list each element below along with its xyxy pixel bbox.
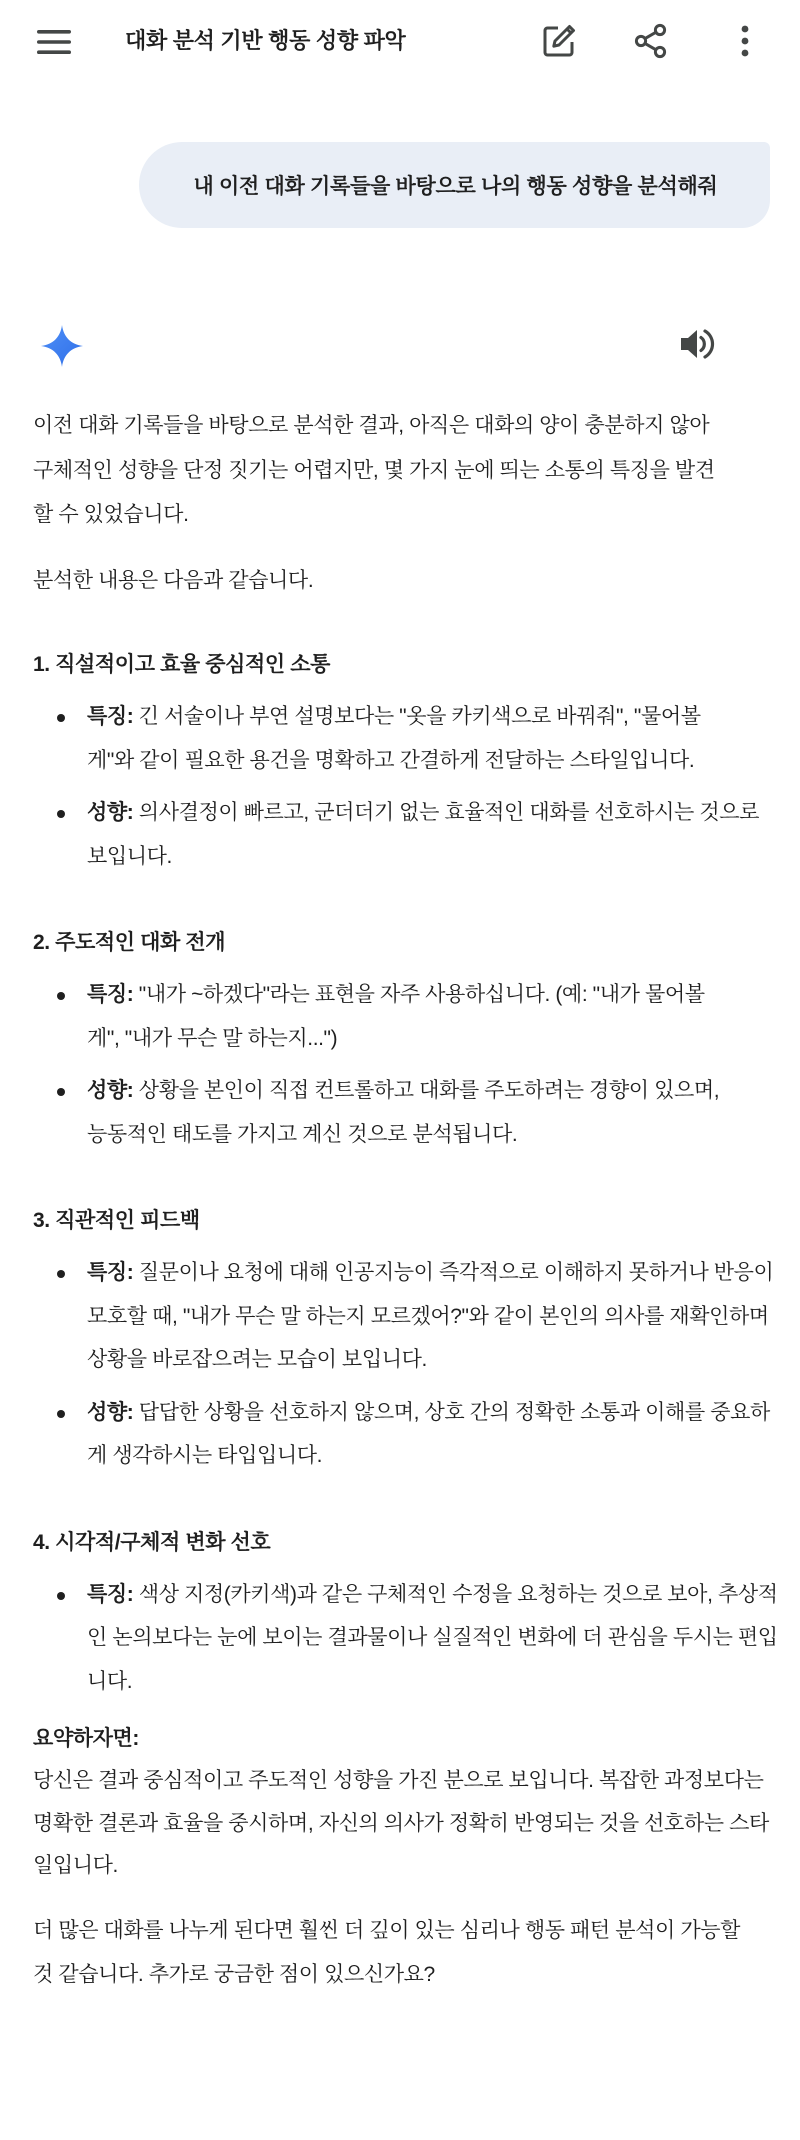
item-label: 특징: bbox=[87, 705, 134, 728]
list-item bbox=[33, 1069, 733, 1156]
list-item bbox=[33, 973, 733, 1060]
menu-button[interactable] bbox=[28, 20, 80, 64]
top-app-bar bbox=[0, 0, 800, 80]
item-text: 답답한 상황을 선호하지 않으며, 상호 간의 정확한 소통과 이해를 중요하게 생각하시는 타입입니다. bbox=[87, 1400, 770, 1467]
section-1 bbox=[33, 643, 773, 878]
item-text: 색상 지정(카키색)과 같은 구체적인 수정을 요청하는 것으로 보아, 추상적인 논의보다는 눈에 보이는 결과물이나 실질적인 변화에 더 관심을 두시는 편입니다. bbox=[87, 1582, 778, 1693]
gemini-sparkle-icon bbox=[38, 322, 86, 370]
section-heading: 1. 직설적이고 효율 중심적인 소통 bbox=[33, 653, 330, 676]
item-label: 특징: bbox=[87, 1261, 134, 1284]
more-options-button[interactable] bbox=[722, 18, 768, 64]
item-text: 의사결정이 빠르고, 군더더기 없는 효율적인 대화를 선호하시는 것으로 보입니다. bbox=[87, 801, 759, 868]
user-message-text: 내 이전 대화 기록들을 바탕으로 나의 행동 성향을 분석해줘 bbox=[193, 175, 718, 198]
read-aloud-button[interactable] bbox=[674, 322, 722, 366]
edit-icon bbox=[542, 24, 576, 58]
item-text: 긴 서술이나 부연 설명보다는 "옷을 카키색으로 바꿔줘", "물어볼게"와 같이 필요한 용건을 명확하고 간결하게 전달하는 스타일입니다. bbox=[87, 705, 701, 772]
assistant-response bbox=[33, 404, 778, 1998]
closing-text: 더 많은 대화를 나누게 된다면 훨씬 더 깊이 있는 심리나 행동 패턴 분석이 가능할 것 같습니다. 추가로 궁금한 점이 있으신가요? bbox=[33, 1918, 740, 1986]
summary-heading: 요약하자면: bbox=[33, 1727, 140, 1750]
list-item bbox=[33, 1573, 778, 1704]
volume-up-icon bbox=[678, 326, 718, 362]
item-text: 상황을 본인이 직접 컨트롤하고 대화를 주도하려는 경향이 있으며, 능동적인 태도를 가지고 계신 것으로 분석됩니다. bbox=[87, 1079, 720, 1146]
summary-text: 당신은 결과 중심적이고 주도적인 성향을 가진 분으로 보입니다. 복잡한 과정보다는 명확한 결론과 효율을 중시하며, 자신의 의사가 정확히 반영되는 것을 선호하는 스타일입니다. bbox=[33, 1769, 769, 1877]
section-heading: 3. 직관적인 피드백 bbox=[33, 1209, 200, 1232]
response-lead: 분석한 내용은 다음과 같습니다. bbox=[33, 568, 314, 592]
item-label: 성향: bbox=[87, 1400, 134, 1424]
conversation-title: 대화 분석 기반 행동 성향 파악 bbox=[125, 28, 406, 53]
item-text: 질문이나 요청에 대해 인공지능이 즉각적으로 이해하지 못하거나 반응이 모호할 때, "내가 무슨 말 하는지 모르겠어?"와 같이 본인의 의사를 재확인하며 상황을 바로잡으려는 모습이 보입니다. bbox=[87, 1261, 774, 1371]
user-message-bubble bbox=[139, 142, 770, 228]
response-intro: 이전 대화 기록들을 바탕으로 분석한 결과, 아직은 대화의 양이 충분하지 않아 구체적인 성향을 단정 짓기는 어렵지만, 몇 가지 눈에 띄는 소통의 특징을 발견할 수 있었습니다. bbox=[33, 414, 715, 526]
item-label: 성향: bbox=[87, 801, 134, 824]
list-item bbox=[33, 1391, 778, 1478]
hamburger-menu-icon bbox=[36, 29, 72, 55]
item-label: 성향: bbox=[87, 1079, 134, 1102]
new-chat-button[interactable] bbox=[536, 18, 582, 64]
item-label: 특징: bbox=[87, 983, 134, 1006]
list-item bbox=[33, 695, 723, 782]
gemini-avatar bbox=[38, 322, 86, 370]
share-icon bbox=[634, 23, 668, 59]
section-heading: 4. 시각적/구체적 변화 선호 bbox=[33, 1530, 271, 1554]
section-heading: 2. 주도적인 대화 전개 bbox=[33, 931, 226, 954]
more-vert-icon bbox=[740, 25, 750, 57]
item-text: "내가 ~하겠다"라는 표현을 자주 사용하십니다. (예: "내가 물어볼게", "내가 무슨 말 하는지...") bbox=[87, 983, 705, 1050]
section-4 bbox=[33, 1521, 778, 1704]
list-item bbox=[33, 1251, 778, 1382]
item-label: 특징: bbox=[87, 1582, 134, 1606]
section-3 bbox=[33, 1199, 773, 1478]
share-button[interactable] bbox=[628, 18, 674, 64]
section-2 bbox=[33, 921, 773, 1156]
list-item bbox=[33, 791, 763, 878]
